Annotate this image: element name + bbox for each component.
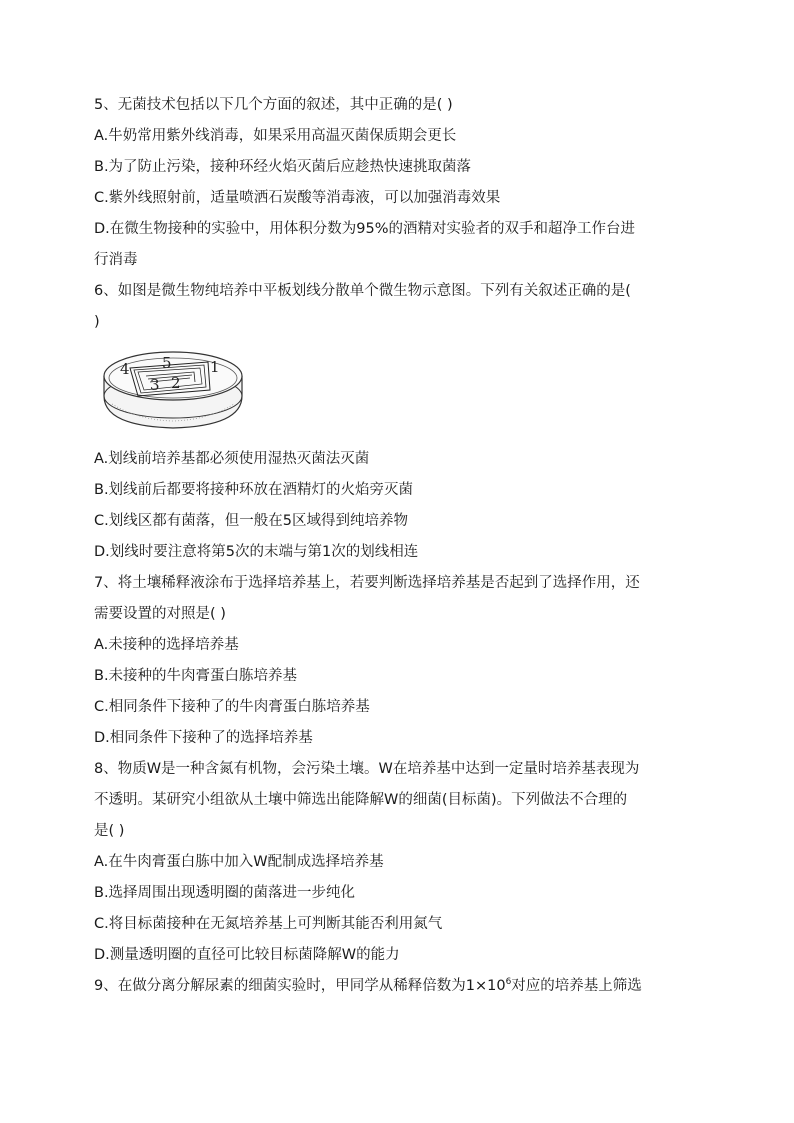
- q5-option-b: B.为了防止污染，接种环经火焰灭菌后应趁热快速挑取菌落: [94, 159, 472, 175]
- q8-stem-end: 是( ): [94, 823, 125, 839]
- q8-stem-continued: 不透明。某研究小组欲从土壤中筛选出能降解W的细菌(目标菌)。下列做法不合理的: [94, 792, 628, 808]
- q6-option-a: A.划线前培养基都必须使用湿热灭菌法灭菌: [94, 451, 370, 467]
- q7-stem: 7、将土壤稀释液涂布于选择培养基上，若要判断选择培养基是否起到了选择作用，还: [94, 575, 640, 591]
- q6-stem: 6、如图是微生物纯培养中平板划线分散单个微生物示意图。下列有关叙述正确的是(: [94, 283, 631, 299]
- q7-option-a: A.未接种的选择培养基: [94, 637, 239, 653]
- figure-label-4: 4: [120, 360, 130, 378]
- q9-stem-text: 9、在做分离分解尿素的细菌实验时，甲同学从稀释倍数为1×10: [94, 978, 506, 994]
- q8-option-a: A.在牛肉膏蛋白胨中加入W配制成选择培养基: [94, 854, 384, 870]
- q6-option-d: D.划线时要注意将第5次的末端与第1次的划线相连: [94, 544, 419, 560]
- q6-option-b: B.划线前后都要将接种环放在酒精灯的火焰旁灭菌: [94, 482, 414, 498]
- q9-exponent: 6: [505, 977, 512, 988]
- q5-stem: 5、无菌技术包括以下几个方面的叙述，其中正确的是( ): [94, 97, 453, 113]
- q9-stem-text-end: 对应的培养基上筛选: [511, 978, 642, 994]
- q8-option-c: C.将目标菌接种在无氮培养基上可判断其能否利用氮气: [94, 916, 443, 932]
- streak-plate-figure: [94, 342, 704, 442]
- q8-option-d: D.测量透明圈的直径可比较目标菌降解W的能力: [94, 947, 400, 963]
- q7-option-b: B.未接种的牛肉膏蛋白胨培养基: [94, 668, 298, 684]
- figure-label-1: 1: [210, 358, 220, 376]
- figure-label-5: 5: [162, 354, 172, 372]
- q5-option-d: D.在微生物接种的实验中，用体积分数为95%的酒精对实验者的双手和超净工作台进: [94, 221, 635, 237]
- q8-option-b: B.选择周围出现透明圈的菌落进一步纯化: [94, 885, 356, 901]
- question-list: [94, 90, 704, 1002]
- q5-option-a: A.牛奶常用紫外线消毒，如果采用高温灭菌保质期会更长: [94, 128, 457, 144]
- q5-option-c: C.紫外线照射前，适量喷洒石炭酸等消毒液，可以加强消毒效果: [94, 190, 501, 206]
- q7-option-c: C.相同条件下接种了的牛肉膏蛋白胨培养基: [94, 699, 370, 715]
- figure-label-2: 2: [171, 374, 181, 392]
- petri-dish-diagram: [98, 344, 248, 436]
- q6-option-c: C.划线区都有菌落，但一般在5区域得到纯培养物: [94, 513, 408, 529]
- q7-stem-continued: 需要设置的对照是( ): [94, 606, 226, 622]
- q7-option-d: D.相同条件下接种了的选择培养基: [94, 730, 313, 746]
- q9-stem: [94, 971, 704, 1002]
- figure-label-3: 3: [150, 376, 160, 394]
- q6-stem-continued: ): [94, 314, 100, 330]
- q5-option-d-continued: 行消毒: [94, 252, 138, 268]
- q8-stem: 8、物质W是一种含氮有机物，会污染土壤。W在培养基中达到一定量时培养基表现为: [94, 761, 640, 777]
